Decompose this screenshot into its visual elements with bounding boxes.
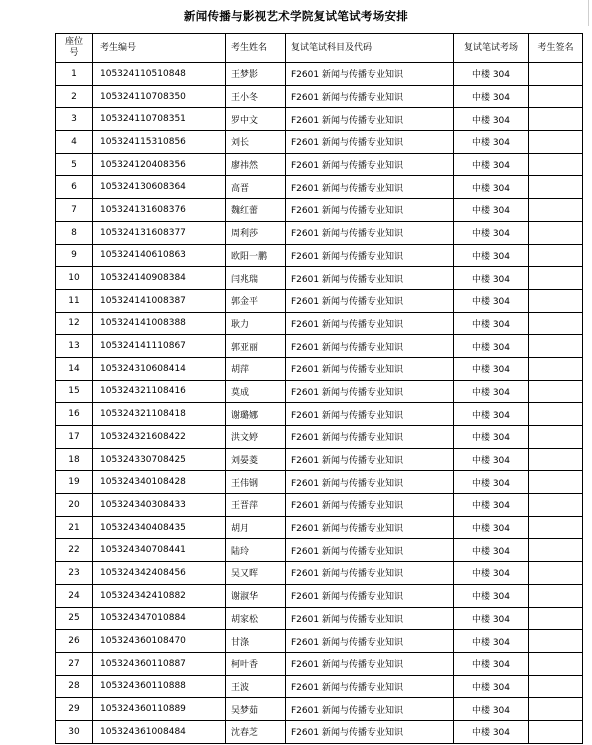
cell-signature: [529, 335, 583, 358]
cell-signature: [529, 380, 583, 403]
cell-name: 谢淑华: [226, 584, 286, 607]
table-row: [56, 630, 583, 653]
cell-name: 欧阳一鹏: [226, 244, 286, 267]
cell-seat: 26: [56, 630, 93, 653]
cell-name: 郭金平: [226, 289, 286, 312]
cell-room: 中楼 304: [454, 516, 529, 539]
table-row: [56, 63, 583, 86]
cell-subject: F2601 新闻与传播专业知识: [286, 357, 454, 380]
cell-name: 王梦影: [226, 63, 286, 86]
table-row: [56, 131, 583, 154]
cell-name: 魏红蕾: [226, 199, 286, 222]
table-row: [56, 516, 583, 539]
cell-exam-id: 105324310608414: [93, 357, 226, 380]
cell-room: 中楼 304: [454, 607, 529, 630]
cell-subject: F2601 新闻与传播专业知识: [286, 380, 454, 403]
table-header: [56, 34, 583, 63]
cell-exam-id: 105324115310856: [93, 131, 226, 154]
cell-name: 王晋萍: [226, 494, 286, 517]
cell-seat: 11: [56, 289, 93, 312]
cell-room: 中楼 304: [454, 539, 529, 562]
cell-signature: [529, 630, 583, 653]
cell-signature: [529, 698, 583, 721]
cell-subject: F2601 新闻与传播专业知识: [286, 199, 454, 222]
cell-signature: [529, 584, 583, 607]
cell-seat: 27: [56, 652, 93, 675]
table-row: [56, 85, 583, 108]
cell-signature: [529, 63, 583, 86]
cell-signature: [529, 494, 583, 517]
cell-exam-id: 105324141008387: [93, 289, 226, 312]
table-row: [56, 698, 583, 721]
cell-name: 周利莎: [226, 221, 286, 244]
header-room: 复试笔试考场: [454, 34, 529, 63]
cell-subject: F2601 新闻与传播专业知识: [286, 607, 454, 630]
document-title: 新闻传播与影视艺术学院复试笔试考场安排: [183, 9, 409, 23]
table-row: [56, 176, 583, 199]
header-subject: 复试笔试科目及代码: [286, 34, 454, 63]
cell-subject: F2601 新闻与传播专业知识: [286, 221, 454, 244]
cell-exam-id: 105324340708441: [93, 539, 226, 562]
cell-seat: 23: [56, 562, 93, 585]
cell-signature: [529, 267, 583, 290]
cell-subject: F2601 新闻与传播专业知识: [286, 539, 454, 562]
table-row: [56, 494, 583, 517]
cell-exam-id: 105324342408456: [93, 562, 226, 585]
cell-subject: F2601 新闻与传播专业知识: [286, 312, 454, 335]
cell-name: 胡月: [226, 516, 286, 539]
cell-exam-id: 105324131608377: [93, 221, 226, 244]
cell-signature: [529, 108, 583, 131]
cell-name: 郭亚丽: [226, 335, 286, 358]
cell-name: 刘晏菱: [226, 448, 286, 471]
cell-name: 胡家松: [226, 607, 286, 630]
cell-room: 中楼 304: [454, 471, 529, 494]
cell-seat: 12: [56, 312, 93, 335]
cell-name: 罗中文: [226, 108, 286, 131]
cell-exam-id: 105324360108470: [93, 630, 226, 653]
cell-seat: 14: [56, 357, 93, 380]
cell-seat: 20: [56, 494, 93, 517]
cell-subject: F2601 新闻与传播专业知识: [286, 630, 454, 653]
header-exam-id: 考生编号: [93, 34, 226, 63]
cell-signature: [529, 85, 583, 108]
cell-exam-id: 105324110708351: [93, 108, 226, 131]
table-row: [56, 199, 583, 222]
cell-seat: 28: [56, 675, 93, 698]
table-body: [56, 63, 583, 744]
cell-room: 中楼 304: [454, 289, 529, 312]
table-row: [56, 562, 583, 585]
header-seat: [56, 34, 93, 63]
cell-subject: F2601 新闻与传播专业知识: [286, 403, 454, 426]
cell-seat: 4: [56, 131, 93, 154]
cell-room: 中楼 304: [454, 85, 529, 108]
cell-subject: F2601 新闻与传播专业知识: [286, 153, 454, 176]
table-row: [56, 675, 583, 698]
cell-seat: 18: [56, 448, 93, 471]
cell-subject: F2601 新闻与传播专业知识: [286, 675, 454, 698]
cell-exam-id: 105324340108428: [93, 471, 226, 494]
cell-signature: [529, 448, 583, 471]
cell-subject: F2601 新闻与传播专业知识: [286, 448, 454, 471]
header-signature: 考生签名: [529, 34, 583, 63]
cell-room: 中楼 304: [454, 630, 529, 653]
cell-exam-id: 105324110510848: [93, 63, 226, 86]
cell-seat: 9: [56, 244, 93, 267]
cell-subject: F2601 新闻与传播专业知识: [286, 471, 454, 494]
table-row: [56, 221, 583, 244]
cell-name: 刘长: [226, 131, 286, 154]
cell-room: 中楼 304: [454, 176, 529, 199]
exam-room-table: [55, 33, 583, 744]
header-name: 考生姓名: [226, 34, 286, 63]
cell-exam-id: 105324360110887: [93, 652, 226, 675]
table-row: [56, 720, 583, 743]
cell-name: 沈春芝: [226, 720, 286, 743]
cell-room: 中楼 304: [454, 675, 529, 698]
cell-room: 中楼 304: [454, 698, 529, 721]
cell-name: 陆玲: [226, 539, 286, 562]
cell-exam-id: 105324140908384: [93, 267, 226, 290]
cell-seat: 19: [56, 471, 93, 494]
cell-seat: 25: [56, 607, 93, 630]
table-row: [56, 426, 583, 449]
cell-signature: [529, 153, 583, 176]
cell-room: 中楼 304: [454, 584, 529, 607]
cell-name: 胡萍: [226, 357, 286, 380]
cell-seat: 22: [56, 539, 93, 562]
cell-exam-id: 105324360110889: [93, 698, 226, 721]
table-row: [56, 403, 583, 426]
cell-subject: F2601 新闻与传播专业知识: [286, 108, 454, 131]
cell-exam-id: 105324361008484: [93, 720, 226, 743]
cell-exam-id: 105324140610863: [93, 244, 226, 267]
cell-subject: F2601 新闻与传播专业知识: [286, 176, 454, 199]
cell-seat: 29: [56, 698, 93, 721]
cell-seat: 10: [56, 267, 93, 290]
cell-seat: 24: [56, 584, 93, 607]
cell-room: 中楼 304: [454, 153, 529, 176]
table-row: [56, 539, 583, 562]
cell-signature: [529, 607, 583, 630]
cell-seat: 5: [56, 153, 93, 176]
cell-signature: [529, 244, 583, 267]
cell-room: 中楼 304: [454, 267, 529, 290]
cell-seat: 17: [56, 426, 93, 449]
cell-subject: F2601 新闻与传播专业知识: [286, 131, 454, 154]
cell-subject: F2601 新闻与传播专业知识: [286, 494, 454, 517]
table-row: [56, 267, 583, 290]
cell-exam-id: 105324340408435: [93, 516, 226, 539]
table-row: [56, 335, 583, 358]
cell-subject: F2601 新闻与传播专业知识: [286, 244, 454, 267]
table-row: [56, 244, 583, 267]
cell-signature: [529, 516, 583, 539]
cell-name: 王伟钢: [226, 471, 286, 494]
cell-room: 中楼 304: [454, 562, 529, 585]
table-row: [56, 289, 583, 312]
cell-room: 中楼 304: [454, 720, 529, 743]
cell-subject: F2601 新闻与传播专业知识: [286, 267, 454, 290]
cell-signature: [529, 403, 583, 426]
cell-signature: [529, 357, 583, 380]
cell-seat: 13: [56, 335, 93, 358]
cell-exam-id: 105324120408356: [93, 153, 226, 176]
cell-subject: F2601 新闻与传播专业知识: [286, 516, 454, 539]
table-row: [56, 312, 583, 335]
cell-name: 洪文婷: [226, 426, 286, 449]
header-seat-line1: 座位: [64, 37, 83, 47]
cell-room: 中楼 304: [454, 108, 529, 131]
cell-seat: 7: [56, 199, 93, 222]
cell-subject: F2601 新闻与传播专业知识: [286, 335, 454, 358]
cell-name: 闫兆瑞: [226, 267, 286, 290]
cell-exam-id: 105324321108416: [93, 380, 226, 403]
cell-seat: 15: [56, 380, 93, 403]
cell-signature: [529, 199, 583, 222]
cell-room: 中楼 304: [454, 380, 529, 403]
cell-signature: [529, 471, 583, 494]
cell-seat: 2: [56, 85, 93, 108]
cell-seat: 3: [56, 108, 93, 131]
cell-room: 中楼 304: [454, 199, 529, 222]
cell-signature: [529, 426, 583, 449]
cell-seat: 21: [56, 516, 93, 539]
table-row: [56, 652, 583, 675]
table-row: [56, 607, 583, 630]
cell-signature: [529, 675, 583, 698]
table-row: [56, 448, 583, 471]
cell-room: 中楼 304: [454, 494, 529, 517]
cell-subject: F2601 新闻与传播专业知识: [286, 289, 454, 312]
cell-exam-id: 105324110708350: [93, 85, 226, 108]
cell-room: 中楼 304: [454, 335, 529, 358]
cell-subject: F2601 新闻与传播专业知识: [286, 720, 454, 743]
table-row: [56, 357, 583, 380]
table-row: [56, 153, 583, 176]
cell-exam-id: 105324340308433: [93, 494, 226, 517]
cell-name: 甘涤: [226, 630, 286, 653]
cell-signature: [529, 720, 583, 743]
cell-signature: [529, 539, 583, 562]
cell-exam-id: 105324130608364: [93, 176, 226, 199]
cell-signature: [529, 176, 583, 199]
cell-exam-id: 105324141008388: [93, 312, 226, 335]
header-seat-line2: 号: [69, 48, 79, 58]
table-row: [56, 380, 583, 403]
cell-exam-id: 105324141110867: [93, 335, 226, 358]
cell-seat: 6: [56, 176, 93, 199]
cell-subject: F2601 新闻与传播专业知识: [286, 63, 454, 86]
cell-name: 柯叶香: [226, 652, 286, 675]
cell-exam-id: 105324321108418: [93, 403, 226, 426]
page-edge-line: [588, 0, 589, 26]
table-row: [56, 471, 583, 494]
cell-exam-id: 105324321608422: [93, 426, 226, 449]
table-row: [56, 584, 583, 607]
cell-name: 谢璐娜: [226, 403, 286, 426]
cell-room: 中楼 304: [454, 652, 529, 675]
cell-exam-id: 105324131608376: [93, 199, 226, 222]
cell-signature: [529, 221, 583, 244]
cell-room: 中楼 304: [454, 448, 529, 471]
cell-subject: F2601 新闻与传播专业知识: [286, 85, 454, 108]
cell-exam-id: 105324342410882: [93, 584, 226, 607]
cell-signature: [529, 562, 583, 585]
cell-name: 王小冬: [226, 85, 286, 108]
cell-subject: F2601 新闻与传播专业知识: [286, 562, 454, 585]
cell-room: 中楼 304: [454, 131, 529, 154]
cell-room: 中楼 304: [454, 357, 529, 380]
cell-seat: 8: [56, 221, 93, 244]
cell-room: 中楼 304: [454, 426, 529, 449]
cell-signature: [529, 289, 583, 312]
table-row: [56, 108, 583, 131]
cell-room: 中楼 304: [454, 244, 529, 267]
cell-subject: F2601 新闻与传播专业知识: [286, 426, 454, 449]
cell-name: 王波: [226, 675, 286, 698]
cell-exam-id: 105324360110888: [93, 675, 226, 698]
cell-room: 中楼 304: [454, 221, 529, 244]
cell-exam-id: 105324330708425: [93, 448, 226, 471]
cell-name: 高晋: [226, 176, 286, 199]
cell-subject: F2601 新闻与传播专业知识: [286, 584, 454, 607]
cell-name: 吴又晖: [226, 562, 286, 585]
cell-subject: F2601 新闻与传播专业知识: [286, 652, 454, 675]
cell-room: 中楼 304: [454, 403, 529, 426]
cell-signature: [529, 131, 583, 154]
cell-name: 莫成: [226, 380, 286, 403]
cell-subject: F2601 新闻与传播专业知识: [286, 698, 454, 721]
cell-seat: 30: [56, 720, 93, 743]
cell-room: 中楼 304: [454, 63, 529, 86]
cell-signature: [529, 652, 583, 675]
cell-seat: 16: [56, 403, 93, 426]
header-row: [56, 34, 583, 63]
cell-seat: 1: [56, 63, 93, 86]
cell-name: 耿力: [226, 312, 286, 335]
cell-signature: [529, 312, 583, 335]
cell-name: 吴梦茹: [226, 698, 286, 721]
cell-room: 中楼 304: [454, 312, 529, 335]
cell-exam-id: 105324347010884: [93, 607, 226, 630]
cell-name: 廖祎然: [226, 153, 286, 176]
